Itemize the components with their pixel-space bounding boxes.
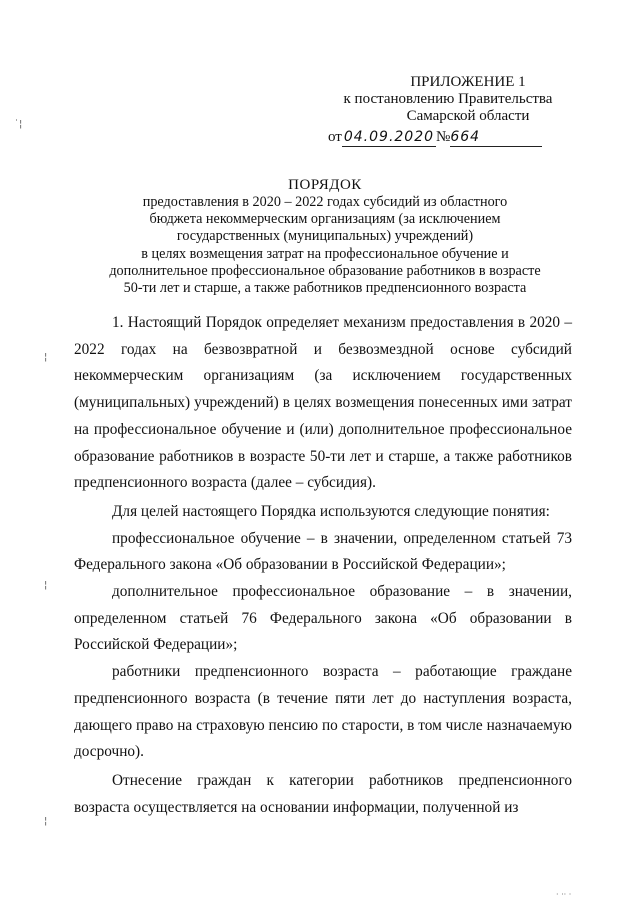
paragraph-1: 1. Настоящий Порядок определяет механизм предоставления в 2020 – 2022 годах на безвозвратной и безвозмездной основе субсидий некоммерческим организациям (за исключением государственных (муниципальных) учреждений) в целях возмещения понесенных ими затрат на профессиональное обучение и (или) дополнительное профессиональное образование работников в возрасте 50-ти лет и старше, а также работников предпенсионного возраста (далее – субсидия). [74, 314, 572, 492]
document-body [74, 310, 572, 821]
paragraph-4: дополнительное профессиональное образование – в значении, определенном статьей 76 Федерального закона «Об образовании в Российской Федерации»; [74, 583, 572, 654]
document-subtitle [60, 194, 590, 297]
subtitle-line: дополнительное профессиональное образование работников в возрасте [109, 262, 541, 279]
subtitle-line: предоставления в 2020 – 2022 годах субсидий из областного [142, 194, 508, 210]
subtitle-line: государственных (муниципальных) учреждений) [176, 228, 474, 245]
scan-mark: ¦ [44, 580, 48, 591]
paragraph-3: профессиональное обучение – в значении, определенном статьей 73 Федерального закона «Об образовании в Российской Федерации»; [74, 529, 572, 574]
subtitle-line: 50-ти лет и старше, а также работников предпенсионного возраста [123, 280, 527, 297]
scan-mark: ¦ [44, 816, 48, 827]
appendix-line-2: Самарской области [406, 108, 530, 124]
paragraph-5: работники предпенсионного возраста – работающие граждане предпенсионного возраста (в течение пяти лет до наступления возраста, дающего право на страховую пенсию по старости, в том числе назначаемую досрочно). [74, 663, 572, 761]
appendix-line-1: к постановлению Правительства [343, 91, 553, 107]
order-number: 664 [450, 128, 542, 147]
subtitle-line: бюджета некоммерческим организациям (за исключением [149, 211, 501, 228]
appendix-title: ПРИЛОЖЕНИЕ 1 [410, 74, 526, 90]
appendix-header [318, 74, 578, 125]
order-number-prefix: № [436, 129, 451, 145]
scan-footer-mark: · ·· · [556, 890, 572, 899]
order-from-prefix: от [328, 129, 342, 145]
paragraph-2: Для целей настоящего Порядка используются следующие понятия: [112, 502, 550, 520]
order-reference [328, 128, 578, 147]
subtitle-line: в целях возмещения затрат на профессиональное обучение и [141, 245, 509, 262]
order-date: 04.09.2020 [343, 129, 435, 145]
scan-mark: ˙¦ [14, 119, 23, 130]
paragraph-6: Отнесение граждан к категории работников предпенсионного возраста осуществляется на основании информации, полученной из [74, 771, 572, 816]
document-title: ПОРЯДОК [288, 177, 362, 193]
scan-mark: ¦ [44, 352, 48, 363]
